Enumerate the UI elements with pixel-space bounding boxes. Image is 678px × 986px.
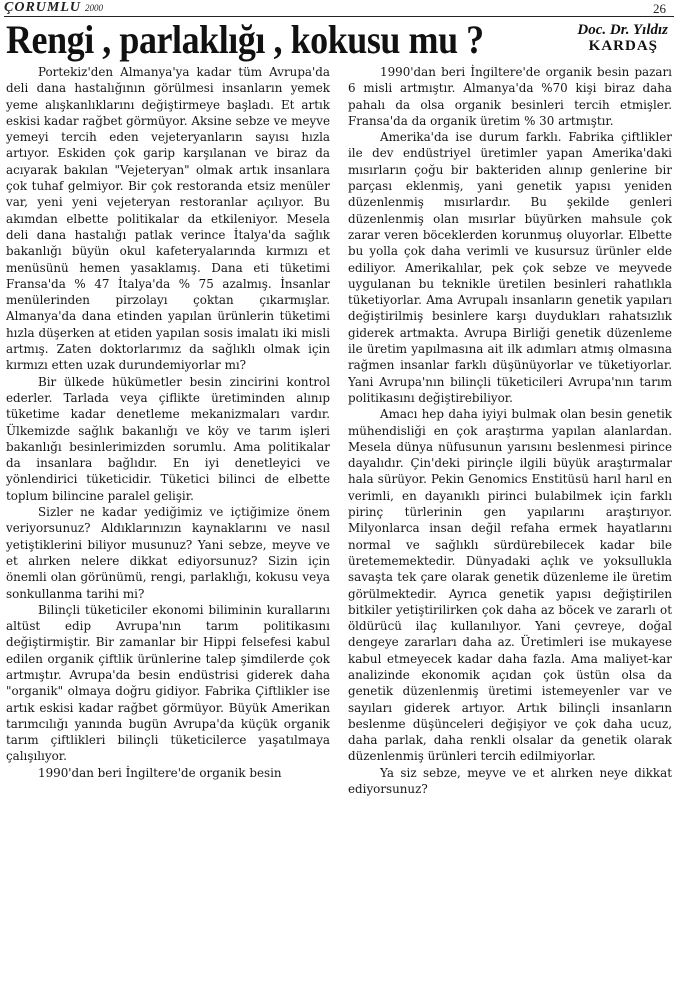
page-header [0,0,678,18]
page-number: 26 [653,1,666,16]
paragraph: Sizler ne kadar yediğimiz ve içtiğimize önem veriyorsunuz? Aldıklarınızın kaynaklarını ve nasıl yetiştiklerini biliyor musunuz? Yani sebze, meyve ve et alırken nelere dikkat ediyorsunuz? Sizin için önemli olan görünümü, rengi, parlaklığı, kokusu veya sonkullanma tarihi mi? [6,505,330,601]
author-surname: KARDAŞ [588,38,658,54]
paragraph: Amerika'da ise durum farklı. Fabrika çiftlikler ile dev endüstriyel üretimler yapan Amerika'daki mısırların çoğu bir bakteriden alınıp genlerine bir parçası eklenmiş, yani genetik yapısı yeniden düzenlenmiş mısırlardır. Bu şekilde genleri düzenlenmiş olan mısırlar büyürken mahsule çok zarar veren böceklerden korunmuş oluyorlar. Elbette bu yolla çok daha verimli ve kusursuz ürünler elde ediliyor. Amerikalılar, pek çok sebze ve meyvede uygulanan bu teknikle üretilen besinleri rahatlıkla tüketiyorlar. Ama Avrupalı insanların genetik yapıları değiştirilmiş besinlere karşı duydukları rahatsızlık giderek artmakta. Avrupa Birliği genetik düzenleme ile üretim yapılmasına ait ilk adımları atmış olmasına rağmen insanlar farklı düşünüyorlar ve tüketiyorlar. Yani Avrupa'nın bilinçli tüketicileri Avrupa'nın tarım politikasını değiştirebiliyor. [348,130,672,405]
right-column [348,64,672,980]
paragraph: Portekiz'den Almanya'ya kadar tüm Avrupa'da deli dana hastalığının görülmesi insanların yemek yeme alışkanlıklarını değiştirmeye başladı. Et artık eskisi kadar rağbet görmüyor. Aksine sebze ve meyve yemeyi tercih eden vejeteryanların sayısı hızla artıyor. Eskiden çok garip karşılanan ve biraz da acıyarak bakılan "Vejeteryan" olmak artık insanlara çok tuhaf gelmiyor. Bir çok restoranda etsiz menüler var, yeni yeni vejeteryan restoranlar açılıyor. Bu akımdan elbette politikalar da etkileniyor. Mesela deli dana hastalığı patlak verince İtalya'da sağlık bakanlığı büyün okul kafeteryalarında kırmızı et menüsünü hemen yasaklamış. Dana eti tüketimi Fransa'da % 47 İtalya'da % 75 azalmış. İnsanlar menülerinden pirzolayı çoktan çıkarmışlar. Almanya'da dana etinden yapılan ürünlerin tüketimi hızla düşerken at etiden yapılan sosis imalatı iki misli artmış. Zaten doktorlarımız da sağlıklı olmak için kırmızı etten uzak durundemiyorlar mı? [6,65,330,373]
paragraph: Amacı hep daha iyiyi bulmak olan besin genetik mühendisliği en çok araştırma yapılan alanlardan. Mesela dünya nüfusunun yarısını beslenmesi pirince dayalıdır. Çin'deki pirinçle ilgili büyük araştırmalar hala sürüyor. Pekin Genomics Enstitüsü harıl harıl en verimli, en dayanıklı pirinci bulabilmek için farklı pirinç türlerinin gen yapılarını araştırıyor. Milyonlarca insan değil refaha ermek hayatlarını normal ve sağlıklı sürdürebilecek kadar bile üretememektedir. Dünyadaki açlık ve yoksullukla savaşta tek çare olarak genetik düzenleme ile üretim görülmektedir. Ayrıca genetik yapısı değiştirilen bitkiler yetiştirilirken çok daha az böcek ve zararlı ot öldürücü ilaç kullanılıyor. Yani çevreye, doğal dengeye zararları daha az. Üretimleri ise mukayese kabul etmeyecek kadar daha fazla. Ama maliyet-kar analizinde ekonomik açıdan çok üstün olsa da genetik düzenlenmiş üretimi istemeyenler var ve sayıları giderek artıyor. Artık bilinçli insanların beslenme düşünceleri değişiyor ve çok daha ucuz, daha parlak, daha renkli olsalar da genetik olarak düzenlenmiş ürünleri tercih edilmiyorlar. [348,407,672,764]
paragraph: Bir ülkede hükümetler besin zincirini kontrol ederler. Tarlada veya çiflikte üretiminden alınıp tüketime kadar denetleme mekanizmaları vardır. Ülkemizde sağlık bakanlığı ve köy ve tarım işleri bakanlığı besinlerimizden sorumlu. Ama politikalar da insanlara bağlıdır. En iyi denetleyici ve yönlendirici tüketicidir. Tüketici bilinci de elbette toplum bilincine paralel gelişir. [6,374,330,503]
article-body [6,64,672,980]
publication-name: ÇORUMLU 2000 [4,0,104,15]
left-column [6,64,330,980]
author-name: Doc. Dr. Yıldız [577,22,668,38]
author-byline [498,22,668,54]
paragraph: Ya siz sebze, meyve ve et alırken neye dikkat ediyorsunuz? [348,765,672,797]
paragraph: 1990'dan beri İngiltere'de organik besin pazarı 6 misli artmıştır. Almanya'da %70 kişi biraz daha pahalı da olsa organik besinleri tercih etmişler. Fransa'da da organik üretim % 30 artmıştır. [348,65,672,128]
publication-year: 2000 [85,3,104,13]
paragraph: Bilinçli tüketiciler ekonomi biliminin kurallarını altüst edip Avrupa'nın tarım politikasını değiştirmiştir. Bir zamanlar bir Hippi felsefesi kabul edilen organik çiftlik ürünlerine talep şimdilerde çok artmıştır. Avrupa'da besin endüstrisi giderek daha "organik" olmaya doğru gidiyor. Fabrika Çiftlikler ise artık eskisi kadar rağbet görmüyor. Büyük Amerikan tarımcılığı yanında bugün Avrupa'da küçük organik tarım çiftlikleri bilinçli tüketicilerce yaşatılmaya çalışılıyor. [6,602,330,764]
paragraph: 1990'dan beri İngiltere'de organik besin [38,765,282,780]
article-title: Rengi , parlaklığı , kokusu mu ? [6,17,484,62]
